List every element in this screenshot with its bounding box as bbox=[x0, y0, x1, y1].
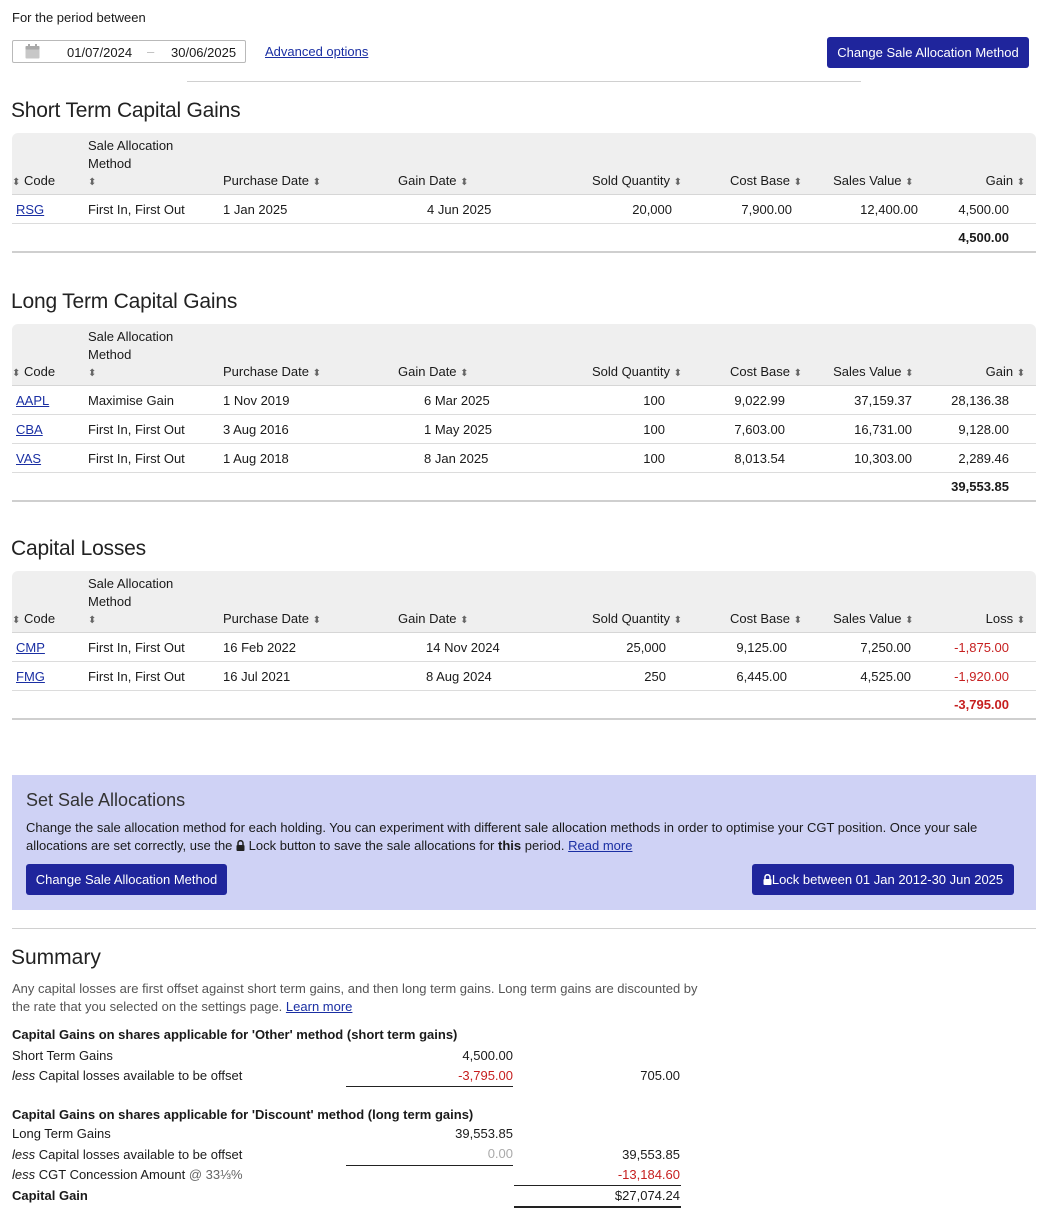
gain-date-cell: 14 Nov 2024 bbox=[398, 633, 558, 662]
sales-value-cell: 37,159.37 bbox=[802, 386, 928, 415]
gain-date-cell: 4 Jun 2025 bbox=[398, 195, 558, 224]
col-sales-value-header[interactable]: Sales Value ⬍ bbox=[802, 324, 928, 386]
sort-icon: ⬍ bbox=[460, 368, 469, 379]
long-term-title: Long Term Capital Gains bbox=[11, 290, 238, 313]
sold-quantity-cell: 25,000 bbox=[558, 633, 682, 662]
gain-date-cell: 1 May 2025 bbox=[398, 415, 558, 444]
col-code-header[interactable]: ⬍ Code bbox=[12, 133, 88, 195]
change-sale-allocation-button[interactable]: Change Sale Allocation Method bbox=[827, 37, 1029, 68]
long-term-gains-value: 39,553.85 bbox=[455, 1126, 513, 1141]
long-term-gains-label: Long Term Gains bbox=[12, 1126, 111, 1141]
summary-description: Any capital losses are first offset against short term gains, and then long term gains. Long term gains are discounted by the rate that you selected on the settings page. Learn more bbox=[12, 981, 698, 1014]
date-separator: – bbox=[147, 44, 155, 59]
total-row bbox=[12, 473, 1036, 502]
sort-icon: ⬍ bbox=[905, 368, 914, 379]
holding-code-link[interactable]: FMG bbox=[16, 668, 45, 684]
cost-base-cell: 9,125.00 bbox=[682, 633, 802, 662]
cost-base-cell: 7,603.00 bbox=[682, 415, 802, 444]
holding-code-link[interactable]: VAS bbox=[16, 450, 42, 466]
col-code-header[interactable]: ⬍ Code bbox=[12, 324, 88, 386]
sale-method-cell: First In, First Out bbox=[88, 415, 223, 444]
loss-cell: -1,875.00 bbox=[928, 633, 1036, 662]
short-term-title: Short Term Capital Gains bbox=[11, 99, 241, 122]
table-header-row bbox=[12, 324, 1036, 386]
sort-icon: ⬍ bbox=[793, 615, 802, 626]
allocations-title: Set Sale Allocations bbox=[26, 790, 186, 810]
long-net-value: 39,553.85 bbox=[622, 1147, 680, 1162]
col-sales-value-header[interactable]: Sales Value ⬍ bbox=[802, 133, 928, 195]
sold-quantity-cell: 20,000 bbox=[558, 195, 682, 224]
sort-icon: ⬍ bbox=[673, 615, 682, 626]
long-term-table bbox=[12, 324, 1036, 502]
loss-cell: -1,920.00 bbox=[928, 662, 1036, 691]
learn-more-link[interactable]: Learn more bbox=[285, 999, 353, 1014]
table-row bbox=[12, 195, 1036, 224]
divider bbox=[12, 928, 1036, 929]
col-sold-quantity-header[interactable]: Sold Quantity ⬍ bbox=[558, 571, 682, 633]
change-sale-allocation-button-panel[interactable]: Change Sale Allocation Method bbox=[26, 864, 227, 895]
capital-losses-title: Capital Losses bbox=[11, 537, 146, 560]
short-losses-offset-value: -3,795.00 bbox=[458, 1068, 513, 1083]
date-to-input[interactable]: 30/06/2025 bbox=[171, 45, 237, 60]
gain-date-cell: 6 Mar 2025 bbox=[398, 386, 558, 415]
sort-icon: ⬍ bbox=[793, 368, 802, 379]
sort-icon: ⬍ bbox=[312, 177, 322, 188]
table-row bbox=[12, 415, 1036, 444]
sold-quantity-cell: 250 bbox=[558, 662, 682, 691]
col-sales-value-header[interactable]: Sales Value ⬍ bbox=[802, 571, 928, 633]
total-row bbox=[12, 224, 1036, 253]
total-row bbox=[12, 691, 1036, 720]
sale-method-cell: First In, First Out bbox=[88, 662, 223, 691]
col-purchase-date-header[interactable]: Purchase Date ⬍ bbox=[223, 324, 398, 386]
underline bbox=[514, 1185, 681, 1186]
allocations-description: Change the sale allocation method for each holding. You can experiment with different sale allocation methods in order to optimise your CGT position. Once your sale allocations are set correctly, use the Lock button to save the sale allocations for this period. Read more bbox=[26, 820, 978, 853]
holding-code-link[interactable]: AAPL bbox=[16, 392, 50, 408]
purchase-date-cell: 1 Jan 2025 bbox=[223, 195, 398, 224]
short-term-gains-label: Short Term Gains bbox=[12, 1048, 113, 1063]
sort-icon: ⬍ bbox=[312, 615, 322, 626]
underline bbox=[346, 1165, 513, 1166]
sold-quantity-cell: 100 bbox=[558, 444, 682, 473]
purchase-date-cell: 1 Aug 2018 bbox=[223, 444, 398, 473]
short-term-gains-value: 4,500.00 bbox=[462, 1048, 513, 1063]
sort-icon: ⬍ bbox=[12, 177, 21, 188]
date-range-picker[interactable] bbox=[12, 40, 246, 63]
col-gain-date-header[interactable]: Gain Date ⬍ bbox=[398, 324, 558, 386]
period-label: For the period between bbox=[12, 10, 146, 25]
gain-date-cell: 8 Jan 2025 bbox=[398, 444, 558, 473]
sales-value-cell: 12,400.00 bbox=[802, 195, 928, 224]
col-sold-quantity-header[interactable]: Sold Quantity ⬍ bbox=[558, 133, 682, 195]
underline bbox=[346, 1086, 513, 1087]
capital-losses-table bbox=[12, 571, 1036, 720]
cost-base-cell: 8,013.54 bbox=[682, 444, 802, 473]
capital-gain-value: $27,074.24 bbox=[614, 1188, 680, 1203]
col-code-header[interactable]: ⬍ Code bbox=[12, 571, 88, 633]
sale-method-cell: First In, First Out bbox=[88, 444, 223, 473]
sort-icon: ⬍ bbox=[12, 615, 21, 626]
gain-date-cell: 8 Aug 2024 bbox=[398, 662, 558, 691]
short-losses-offset-label: less Capital losses available to be offset bbox=[12, 1068, 243, 1083]
divider bbox=[187, 81, 861, 82]
date-from-input[interactable]: 01/07/2024 bbox=[67, 45, 133, 60]
double-underline bbox=[514, 1206, 681, 1208]
col-purchase-date-header[interactable]: Purchase Date ⬍ bbox=[223, 133, 398, 195]
sort-icon: ⬍ bbox=[1016, 615, 1026, 626]
long-losses-offset-value: 0.00 bbox=[487, 1146, 513, 1161]
sales-value-cell: 16,731.00 bbox=[802, 415, 928, 444]
col-gain-header[interactable]: Gain ⬍ bbox=[928, 324, 1036, 386]
set-sale-allocations-panel bbox=[12, 775, 1036, 910]
cgt-concession-value: -13,184.60 bbox=[617, 1167, 680, 1182]
sort-icon: ⬍ bbox=[460, 615, 469, 626]
sale-method-cell: First In, First Out bbox=[88, 195, 223, 224]
col-cost-base-header[interactable]: Cost Base ⬍ bbox=[682, 133, 802, 195]
sold-quantity-cell: 100 bbox=[558, 415, 682, 444]
cgt-concession-label: less CGT Concession Amount @ 33⅓% bbox=[12, 1167, 243, 1182]
sales-value-cell: 10,303.00 bbox=[802, 444, 928, 473]
summary-title: Summary bbox=[11, 946, 101, 969]
col-loss-header[interactable]: Loss ⬍ bbox=[928, 571, 1036, 633]
sort-icon: ⬍ bbox=[673, 177, 682, 188]
holding-code-link[interactable]: CMP bbox=[16, 639, 45, 655]
gain-cell: 2,289.46 bbox=[928, 444, 1036, 473]
sales-value-cell: 7,250.00 bbox=[802, 633, 928, 662]
sort-icon: ⬍ bbox=[1016, 368, 1026, 379]
col-sale-allocation-header[interactable]: Sale Allocation Method ⬍ bbox=[88, 133, 223, 195]
col-cost-base-header[interactable]: Cost Base ⬍ bbox=[682, 571, 802, 633]
sort-icon: ⬍ bbox=[88, 177, 97, 188]
col-sold-quantity-header[interactable]: Sold Quantity ⬍ bbox=[558, 324, 682, 386]
col-purchase-date-header[interactable]: Purchase Date ⬍ bbox=[223, 571, 398, 633]
read-more-link[interactable]: Read more bbox=[568, 838, 633, 853]
holding-code-link[interactable]: CBA bbox=[16, 421, 43, 437]
col-gain-date-header[interactable]: Gain Date ⬍ bbox=[398, 571, 558, 633]
sort-icon: ⬍ bbox=[460, 177, 469, 188]
gain-cell: 4,500.00 bbox=[928, 195, 1036, 224]
lock-icon bbox=[236, 840, 245, 851]
lock-allocations-button[interactable]: Lock between 01 Jan 2012-30 Jun 2025 bbox=[752, 864, 1014, 895]
table-row bbox=[12, 386, 1036, 415]
sort-icon: ⬍ bbox=[905, 615, 914, 626]
discount-method-heading: Capital Gains on shares applicable for 'Discount' method (long term gains) bbox=[12, 1107, 474, 1122]
advanced-options-link[interactable]: Advanced options bbox=[265, 44, 369, 59]
lock-icon bbox=[763, 874, 772, 885]
sort-icon: ⬍ bbox=[312, 368, 322, 379]
other-method-heading: Capital Gains on shares applicable for 'Other' method (short term gains) bbox=[12, 1027, 458, 1042]
table-row bbox=[12, 662, 1036, 691]
table-row bbox=[12, 444, 1036, 473]
short-net-value: 705.00 bbox=[640, 1068, 680, 1083]
purchase-date-cell: 16 Feb 2022 bbox=[223, 633, 398, 662]
sort-icon: ⬍ bbox=[905, 177, 914, 188]
sort-icon: ⬍ bbox=[88, 368, 97, 379]
total-gain: 4,500.00 bbox=[928, 224, 1036, 253]
col-sale-allocation-header[interactable]: Sale Allocation Method ⬍ bbox=[88, 571, 223, 633]
col-gain-header[interactable]: Gain ⬍ bbox=[928, 133, 1036, 195]
gain-cell: 28,136.38 bbox=[928, 386, 1036, 415]
long-losses-offset-label: less Capital losses available to be offset bbox=[12, 1147, 243, 1162]
sort-icon: ⬍ bbox=[793, 177, 802, 188]
short-term-table bbox=[12, 133, 1036, 253]
cost-base-cell: 6,445.00 bbox=[682, 662, 802, 691]
cost-base-cell: 7,900.00 bbox=[682, 195, 802, 224]
table-row bbox=[12, 633, 1036, 662]
sale-method-cell: First In, First Out bbox=[88, 633, 223, 662]
sort-icon: ⬍ bbox=[1016, 177, 1026, 188]
cost-base-cell: 9,022.99 bbox=[682, 386, 802, 415]
gain-cell: 9,128.00 bbox=[928, 415, 1036, 444]
sort-icon: ⬍ bbox=[673, 368, 682, 379]
purchase-date-cell: 16 Jul 2021 bbox=[223, 662, 398, 691]
sold-quantity-cell: 100 bbox=[558, 386, 682, 415]
table-header-row bbox=[12, 133, 1036, 195]
col-cost-base-header[interactable]: Cost Base ⬍ bbox=[682, 324, 802, 386]
sales-value-cell: 4,525.00 bbox=[802, 662, 928, 691]
sort-icon: ⬍ bbox=[12, 368, 21, 379]
sort-icon: ⬍ bbox=[88, 615, 97, 626]
col-gain-date-header[interactable]: Gain Date ⬍ bbox=[398, 133, 558, 195]
col-sale-allocation-header[interactable]: Sale Allocation Method ⬍ bbox=[88, 324, 223, 386]
holding-code-link[interactable]: RSG bbox=[16, 201, 45, 217]
purchase-date-cell: 1 Nov 2019 bbox=[223, 386, 398, 415]
sale-method-cell: Maximise Gain bbox=[88, 386, 223, 415]
table-header-row bbox=[12, 571, 1036, 633]
total-loss: -3,795.00 bbox=[928, 691, 1036, 720]
capital-gain-label: Capital Gain bbox=[12, 1188, 88, 1203]
purchase-date-cell: 3 Aug 2016 bbox=[223, 415, 398, 444]
calendar-icon[interactable] bbox=[25, 44, 40, 59]
total-gain: 39,553.85 bbox=[928, 473, 1036, 502]
